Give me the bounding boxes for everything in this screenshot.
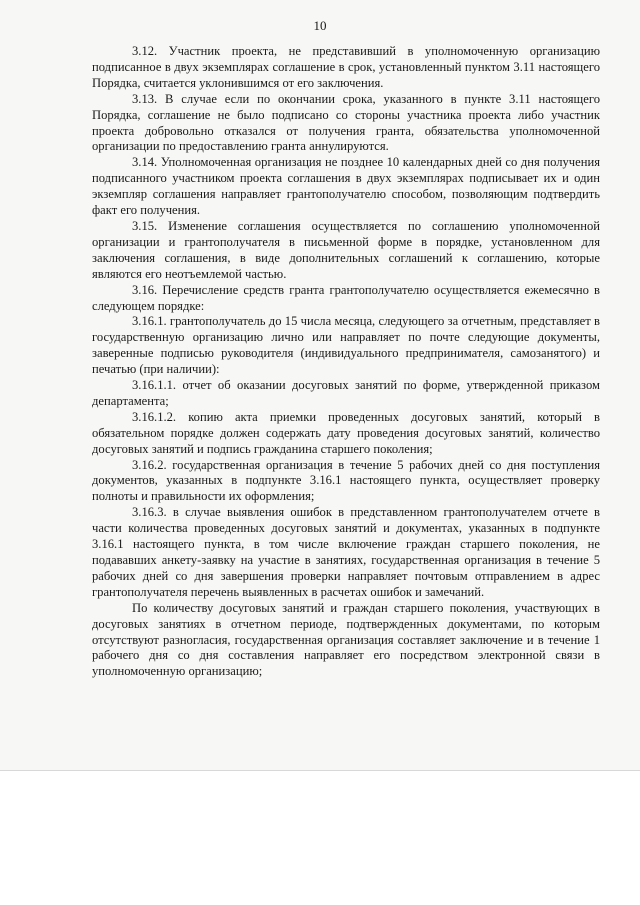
paragraph-3-16-1-2: 3.16.1.2. копию акта приемки проведенных досуговых занятий, который в обязательном порядке должен содержать дату проведения досуговых занятий, количество досуговых занятий и подпись гражданина старшего поколения;: [92, 409, 600, 456]
paragraph-3-13: 3.13. В случае если по окончании срока, указанного в пункте 3.11 настоящего Порядка, соглашение не было подписано со стороны участника проекта либо участник проекта добровольно отказался от получения гранта, обязательства уполномоченной организации по предоставлению гранта аннулируются.: [92, 91, 600, 154]
paragraph-3-16-2: 3.16.2. государственная организация в течение 5 рабочих дней со дня поступления документов, указанных в подпункте 3.16.1 настоящего пункта, осуществляет проверку полноты и правильности их оформления;: [92, 457, 600, 504]
paragraph-3-15: 3.15. Изменение соглашения осуществляется по соглашению уполномоченной организации и грантополучателя в письменной форме в порядке, установленном для заключения соглашения, в виде дополнительных соглашений к соглашению, которые являются его неотъемлемой частью.: [92, 218, 600, 281]
paragraph-conclusion: По количеству досуговых занятий и граждан старшего поколения, участвующих в досуговых занятиях в отчетном периоде, подтвержденных документами, по которым отсутствуют разногласия, государственная организация составляет заключение и в течение 1 рабочего дня со дня составления направляет его посредством электронной связи в уполномоченную организацию;: [92, 600, 600, 679]
document-body: [92, 44, 600, 680]
paragraph-3-16: 3.16. Перечисление средств гранта грантополучателю осуществляется ежемесячно в следующем порядке:: [92, 282, 600, 313]
blank-area: [0, 771, 640, 905]
paragraph-3-12: 3.12. Участник проекта, не представивший в уполномоченную организацию подписанное в двух экземплярах соглашение в срок, установленный пунктом 3.11 настоящего Порядка, считается уклонившимся от его заключения.: [92, 44, 600, 90]
paragraph-3-16-1: 3.16.1. грантополучатель до 15 числа месяца, следующего за отчетным, представляет в государственную организацию лично или направляет по почте следующие документы, заверенные подписью руководителя (индивидуального предпринимателя, самозанятого) и печатью (при наличии):: [92, 314, 600, 377]
page-number: 10: [313, 18, 327, 33]
paragraph-3-14: 3.14. Уполномоченная организация не позднее 10 календарных дней со дня получения подписанного участником проекта соглашения в двух экземплярах подписывает их и один экземпляр соглашения направляет грантополучателю способом, позволяющим подтвердить факт его получения.: [92, 155, 600, 218]
paragraph-3-16-3: 3.16.3. в случае выявления ошибок в представленном грантополучателем отчете в части количества проведенных досуговых занятий и документах, указанных в подпункте 3.16.1 настоящего пункта, в том числе включение граждан старшего поколения, не подававших анкету-заявку на участие в занятиях, государственная организация в течение 5 рабочих дней со дня завершения проверки направляет почтовым отправлением в адрес грантополучателя перечень выявленных в расчетах ошибок и замечаний.: [92, 505, 600, 599]
paragraph-3-16-1-1: 3.16.1.1. отчет об оказании досуговых занятий по форме, утвержденной приказом департамента;: [92, 378, 600, 408]
